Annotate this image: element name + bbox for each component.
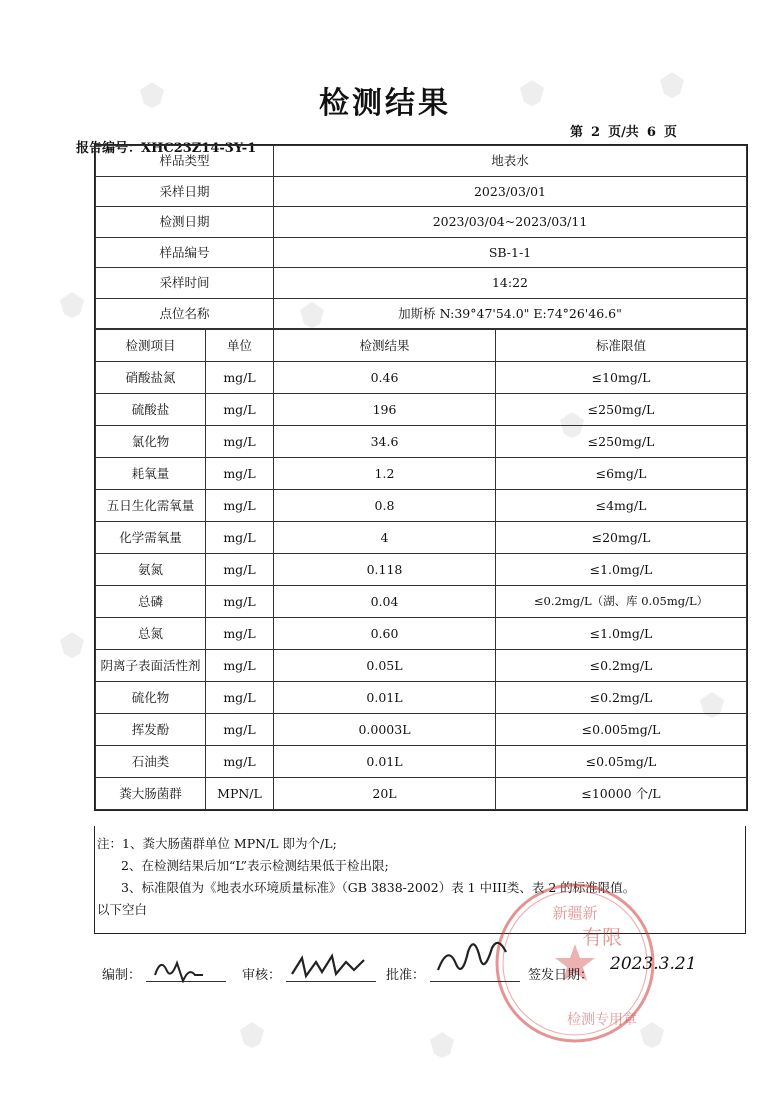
result-item: 五日生化需氧量 bbox=[96, 490, 206, 522]
page-prefix: 第 bbox=[570, 125, 584, 140]
result-unit: mg/L bbox=[206, 682, 274, 714]
info-value: 2023/03/04~2023/03/11 bbox=[274, 207, 747, 238]
page-number bbox=[566, 121, 681, 140]
result-row bbox=[96, 778, 747, 810]
info-row bbox=[96, 176, 747, 207]
info-row bbox=[96, 268, 747, 299]
result-limit: ≤0.2mg/L bbox=[496, 650, 747, 682]
result-result: 0.46 bbox=[274, 362, 496, 394]
result-row bbox=[96, 586, 747, 618]
result-row bbox=[96, 426, 747, 458]
result-result: 34.6 bbox=[274, 426, 496, 458]
result-item: 氨氮 bbox=[96, 554, 206, 586]
result-result: 0.04 bbox=[274, 586, 496, 618]
result-result: 0.0003L bbox=[274, 714, 496, 746]
date-label: 签发日期： bbox=[528, 968, 594, 983]
result-row bbox=[96, 458, 747, 490]
header-item: 检测项目 bbox=[96, 330, 206, 362]
result-row bbox=[96, 650, 747, 682]
info-label: 检测日期 bbox=[96, 207, 274, 238]
info-row bbox=[96, 207, 747, 238]
result-unit: mg/L bbox=[206, 490, 274, 522]
compile-signature bbox=[150, 955, 210, 983]
result-item: 总磷 bbox=[96, 586, 206, 618]
result-unit: mg/L bbox=[206, 586, 274, 618]
result-limit: ≤10mg/L bbox=[496, 362, 747, 394]
result-limit: ≤0.2mg/L（湖、库 0.05mg/L） bbox=[496, 586, 747, 618]
result-limit: ≤250mg/L bbox=[496, 394, 747, 426]
result-row bbox=[96, 554, 747, 586]
result-item: 硫化物 bbox=[96, 682, 206, 714]
info-value: 地表水 bbox=[274, 146, 747, 177]
result-unit: mg/L bbox=[206, 426, 274, 458]
result-unit: mg/L bbox=[206, 650, 274, 682]
result-item: 阴离子表面活性剂 bbox=[96, 650, 206, 682]
result-item: 总氮 bbox=[96, 618, 206, 650]
approve-signature bbox=[432, 940, 512, 984]
info-value: SB-1-1 bbox=[274, 237, 747, 268]
info-label: 样品编号 bbox=[96, 237, 274, 268]
result-row bbox=[96, 618, 747, 650]
result-limit: ≤6mg/L bbox=[496, 458, 747, 490]
result-row bbox=[96, 362, 747, 394]
result-limit: ≤20mg/L bbox=[496, 522, 747, 554]
info-label: 采样时间 bbox=[96, 268, 274, 299]
result-item: 硫酸盐 bbox=[96, 394, 206, 426]
result-unit: mg/L bbox=[206, 714, 274, 746]
note-2: 2、在检测结果后加“L”表示检测结果低于检出限; bbox=[121, 858, 389, 873]
sample-info-table bbox=[95, 145, 747, 329]
result-item: 硝酸盐氮 bbox=[96, 362, 206, 394]
info-label: 样品类型 bbox=[96, 146, 274, 177]
review-signature bbox=[288, 952, 368, 982]
result-unit: mg/L bbox=[206, 618, 274, 650]
result-result: 0.05L bbox=[274, 650, 496, 682]
info-row bbox=[96, 298, 747, 329]
result-result: 20L bbox=[274, 778, 496, 810]
result-result: 196 bbox=[274, 394, 496, 426]
result-result: 0.01L bbox=[274, 682, 496, 714]
note-blank-below: 以下空白 bbox=[97, 902, 148, 917]
result-item: 化学需氧量 bbox=[96, 522, 206, 554]
result-limit: ≤250mg/L bbox=[496, 426, 747, 458]
result-unit: mg/L bbox=[206, 362, 274, 394]
header-limit: 标准限值 bbox=[496, 330, 747, 362]
info-label: 点位名称 bbox=[96, 298, 274, 329]
result-result: 1.2 bbox=[274, 458, 496, 490]
info-row bbox=[96, 146, 747, 177]
result-unit: mg/L bbox=[206, 522, 274, 554]
result-unit: mg/L bbox=[206, 746, 274, 778]
result-result: 0.01L bbox=[274, 746, 496, 778]
result-row bbox=[96, 394, 747, 426]
page-total: 6 bbox=[646, 125, 656, 140]
info-value: 14:22 bbox=[274, 268, 747, 299]
results-table bbox=[94, 144, 748, 811]
result-row bbox=[96, 490, 747, 522]
result-unit: mg/L bbox=[206, 554, 274, 586]
page-title: 检测结果 bbox=[319, 86, 451, 121]
result-item: 氯化物 bbox=[96, 426, 206, 458]
result-limit: ≤0.005mg/L bbox=[496, 714, 747, 746]
seal-bottom-text: 检测专用章 bbox=[567, 1012, 637, 1028]
note-1: 注：1、粪大肠菌群单位 MPN/L 即为个/L; bbox=[97, 836, 337, 851]
result-item: 耗氧量 bbox=[96, 458, 206, 490]
results-header-row bbox=[96, 330, 747, 362]
compile-label: 编制： bbox=[102, 968, 142, 983]
seal-center-text: 有限 bbox=[582, 925, 622, 949]
info-row bbox=[96, 237, 747, 268]
result-result: 0.60 bbox=[274, 618, 496, 650]
page-suffix: 页 bbox=[663, 125, 677, 140]
review-label: 审核： bbox=[242, 968, 282, 983]
result-limit: ≤1.0mg/L bbox=[496, 554, 747, 586]
result-limit: ≤1.0mg/L bbox=[496, 618, 747, 650]
result-item: 挥发酚 bbox=[96, 714, 206, 746]
result-row bbox=[96, 522, 747, 554]
header-unit: 单位 bbox=[206, 330, 274, 362]
result-unit: mg/L bbox=[206, 394, 274, 426]
result-item: 粪大肠菌群 bbox=[96, 778, 206, 810]
info-label: 采样日期 bbox=[96, 176, 274, 207]
page-current: 2 bbox=[591, 125, 601, 140]
result-limit: ≤10000 个/L bbox=[496, 778, 747, 810]
result-result: 0.8 bbox=[274, 490, 496, 522]
info-value: 2023/03/01 bbox=[274, 176, 747, 207]
result-row bbox=[96, 746, 747, 778]
info-value: 加斯桥 N:39°47'54.0" E:74°26'46.6" bbox=[274, 298, 747, 329]
note-3: 3、标准限值为《地表水环境质量标准》（GB 3838-2002）表 1 中III类、表 2 的标准限值。 bbox=[121, 880, 636, 895]
result-limit: ≤0.05mg/L bbox=[496, 746, 747, 778]
result-limit: ≤4mg/L bbox=[496, 490, 747, 522]
result-unit: MPN/L bbox=[206, 778, 274, 810]
issue-date: 2023.3.21 bbox=[610, 954, 697, 974]
result-result: 4 bbox=[274, 522, 496, 554]
result-row bbox=[96, 714, 747, 746]
result-limit: ≤0.2mg/L bbox=[496, 682, 747, 714]
seal-top-text: 新疆新 bbox=[552, 904, 598, 922]
result-row bbox=[96, 682, 747, 714]
approve-label: 批准： bbox=[386, 968, 426, 983]
result-unit: mg/L bbox=[206, 458, 274, 490]
report-number: 报告编号：XHC23Z14-3Y-1 bbox=[76, 141, 257, 156]
test-results-table bbox=[95, 329, 747, 810]
page-mid: 页/共 bbox=[608, 125, 639, 140]
result-item: 石油类 bbox=[96, 746, 206, 778]
result-result: 0.118 bbox=[274, 554, 496, 586]
header-result: 检测结果 bbox=[274, 330, 496, 362]
